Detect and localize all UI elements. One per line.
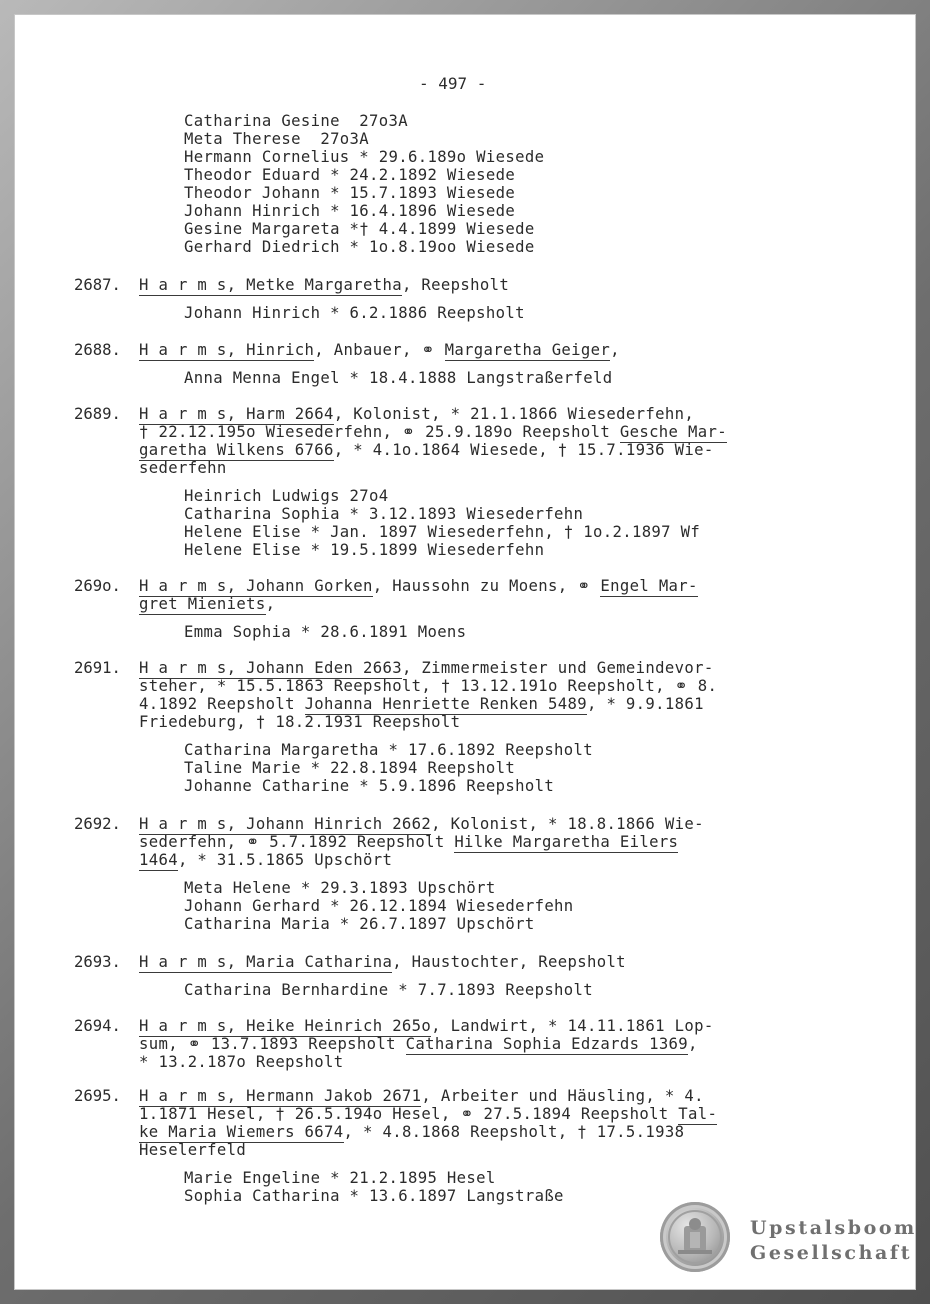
entry-heading — [139, 695, 704, 713]
spouse-name: Catharina Sophia Edzards 1369 — [405, 1035, 689, 1053]
entry-heading — [139, 851, 392, 869]
spouse-name: ke Maria Wiemers 6674 — [139, 1123, 344, 1141]
entry-heading — [139, 595, 275, 613]
entry-detail: * 13.2.187o Reepsholt — [139, 1053, 344, 1071]
entry-detail: sederfehn — [139, 459, 227, 477]
person-name: H a r m s, Johann Hinrich 2662 — [139, 815, 432, 833]
child-line: Catharina Bernhardine * 7.7.1893 Reepsholt — [184, 981, 594, 999]
entry-detail: , Zimmermeister und Gemeindevor- — [401, 659, 714, 677]
child-line: Catharina Maria * 26.7.1897 Upschört — [184, 915, 535, 933]
entry-heading — [139, 833, 678, 851]
entry-detail: † 22.12.195o Wiesederfehn, ⚭ 25.9.189o Reepsholt — [139, 423, 620, 441]
person-name: H a r m s, Johann Eden 2663 — [139, 659, 402, 677]
entry-detail: 4.1892 Reepsholt — [139, 695, 305, 713]
entry-heading — [139, 1087, 704, 1105]
entry-heading — [139, 405, 694, 423]
entry-heading — [139, 953, 626, 971]
entry-detail: , Reepsholt — [401, 276, 510, 294]
entry-detail: , Anbauer, ⚭ — [314, 341, 445, 359]
entry-detail: , — [265, 595, 276, 613]
entry-detail: steher, * 15.5.1863 Reepsholt, † 13.12.191o Reepsholt, ⚭ 8. — [139, 677, 718, 695]
person-name: H a r m s, Metke Margaretha — [139, 276, 402, 294]
entry-number: 2688. — [74, 341, 121, 359]
entry-detail: , * 31.5.1865 Upschört — [177, 851, 393, 869]
entry-number: 2687. — [74, 276, 121, 294]
document-page — [14, 14, 916, 1290]
upstalsboom-seal-icon — [660, 1202, 730, 1272]
entry-number: 2694. — [74, 1017, 121, 1035]
entry-detail: , Arbeiter und Häusling, * 4. — [421, 1087, 704, 1105]
spouse-name: garetha Wilkens 6766 — [139, 441, 334, 459]
child-line: Catharina Margaretha * 17.6.1892 Reepsholt — [184, 741, 594, 759]
child-line: Meta Helene * 29.3.1893 Upschört — [184, 879, 496, 897]
child-line: Johann Gerhard * 26.12.1894 Wiesederfehn — [184, 897, 574, 915]
person-name: H a r m s, Hinrich — [139, 341, 315, 359]
child-line: Helene Elise * 19.5.1899 Wiesederfehn — [184, 541, 545, 559]
child-line: Taline Marie * 22.8.1894 Reepsholt — [184, 759, 516, 777]
entry-detail: , Kolonist, * 21.1.1866 Wiesederfehn, — [333, 405, 695, 423]
child-line: Theodor Eduard * 24.2.1892 Wiesede — [184, 166, 516, 184]
page-number: - 497 - — [419, 74, 487, 93]
child-line: Catharina Gesine 27o3A — [184, 112, 408, 130]
child-line: Hermann Cornelius * 29.6.189o Wiesede — [184, 148, 545, 166]
entry-number: 2693. — [74, 953, 121, 971]
entry-number: 269o. — [74, 577, 121, 595]
child-line: Meta Therese 27o3A — [184, 130, 370, 148]
spouse-name: 1464 — [139, 851, 178, 869]
spouse-name: Johanna Henriette Renken 5489 — [304, 695, 587, 713]
person-name: H a r m s, Heike Heinrich 265o — [139, 1017, 432, 1035]
entry-detail: , — [688, 1035, 698, 1053]
spouse-name: Margaretha Geiger — [444, 341, 611, 359]
entry-heading — [139, 341, 620, 359]
person-name: H a r m s, Hermann Jakob 2671 — [139, 1087, 422, 1105]
publisher-name-line1: Upstalsboom — [750, 1217, 917, 1239]
entry-detail: , Kolonist, * 18.8.1866 Wie- — [431, 815, 704, 833]
child-line: Johann Hinrich * 16.4.1896 Wiesede — [184, 202, 516, 220]
child-line: Sophia Catharina * 13.6.1897 Langstraße — [184, 1187, 564, 1205]
entry-detail: , Haustochter, Reepsholt — [392, 953, 626, 971]
entry-detail: , * 4.8.1868 Reepsholt, † 17.5.1938 — [343, 1123, 685, 1141]
entry-heading — [139, 1123, 684, 1141]
entry-detail: Friedeburg, † 18.2.1931 Reepsholt — [139, 713, 461, 731]
spouse-name: Hilke Margaretha Eilers — [454, 833, 679, 851]
entry-detail: 1.1871 Hesel, † 26.5.194o Hesel, ⚭ 27.5.1894 Reepsholt — [139, 1105, 679, 1123]
entry-number: 2691. — [74, 659, 121, 677]
entry-heading — [139, 1035, 698, 1053]
entry-detail: , * 9.9.1861 — [586, 695, 704, 713]
child-line: Gesine Margareta *† 4.4.1899 Wiesede — [184, 220, 535, 238]
entry-detail: sederfehn, ⚭ 5.7.1892 Reepsholt — [139, 833, 455, 851]
person-name: H a r m s, Maria Catharina — [139, 953, 393, 971]
child-line: Helene Elise * Jan. 1897 Wiesederfehn, † 1o.2.1897 Wf — [184, 523, 701, 541]
spouse-name: Engel Mar- — [600, 577, 698, 595]
spouse-name: gret Mieniets — [139, 595, 266, 613]
entry-heading — [139, 441, 714, 459]
entry-number: 2692. — [74, 815, 121, 833]
spouse-name: Tal- — [678, 1105, 718, 1123]
child-line: Gerhard Diedrich * 1o.8.19oo Wiesede — [184, 238, 535, 256]
publisher-name-line2: Gesellschaft — [750, 1242, 913, 1264]
child-line: Marie Engeline * 21.2.1895 Hesel — [184, 1169, 496, 1187]
entry-heading — [139, 815, 704, 833]
child-line: Johanne Catharine * 5.9.1896 Reepsholt — [184, 777, 555, 795]
entry-detail: Heselerfeld — [139, 1141, 247, 1159]
entry-heading — [139, 423, 727, 441]
person-name: H a r m s, Johann Gorken — [139, 577, 373, 595]
entry-detail: , — [610, 341, 620, 359]
child-line: Anna Menna Engel * 18.4.1888 Langstraßerfeld — [184, 369, 613, 387]
entry-detail: , Landwirt, * 14.11.1861 Lop- — [431, 1017, 714, 1035]
person-name: H a r m s, Harm 2664 — [139, 405, 334, 423]
entry-heading — [139, 1017, 714, 1035]
entry-detail: , * 4.1o.1864 Wiesede, † 15.7.1936 Wie- — [333, 441, 714, 459]
child-line: Johann Hinrich * 6.2.1886 Reepsholt — [184, 304, 525, 322]
entry-detail: sum, ⚭ 13.7.1893 Reepsholt — [139, 1035, 406, 1053]
child-line: Emma Sophia * 28.6.1891 Moens — [184, 623, 467, 641]
entry-detail: , Haussohn zu Moens, ⚭ — [372, 577, 601, 595]
entry-heading — [139, 276, 509, 294]
entry-heading — [139, 577, 698, 595]
entry-heading — [139, 1105, 717, 1123]
child-line: Theodor Johann * 15.7.1893 Wiesede — [184, 184, 516, 202]
spouse-name: Gesche Mar- — [619, 423, 727, 441]
entry-heading — [139, 659, 714, 677]
entry-number: 2689. — [74, 405, 121, 423]
child-line: Heinrich Ludwigs 27o4 — [184, 487, 389, 505]
child-line: Catharina Sophia * 3.12.1893 Wiesederfehn — [184, 505, 584, 523]
entry-number: 2695. — [74, 1087, 121, 1105]
